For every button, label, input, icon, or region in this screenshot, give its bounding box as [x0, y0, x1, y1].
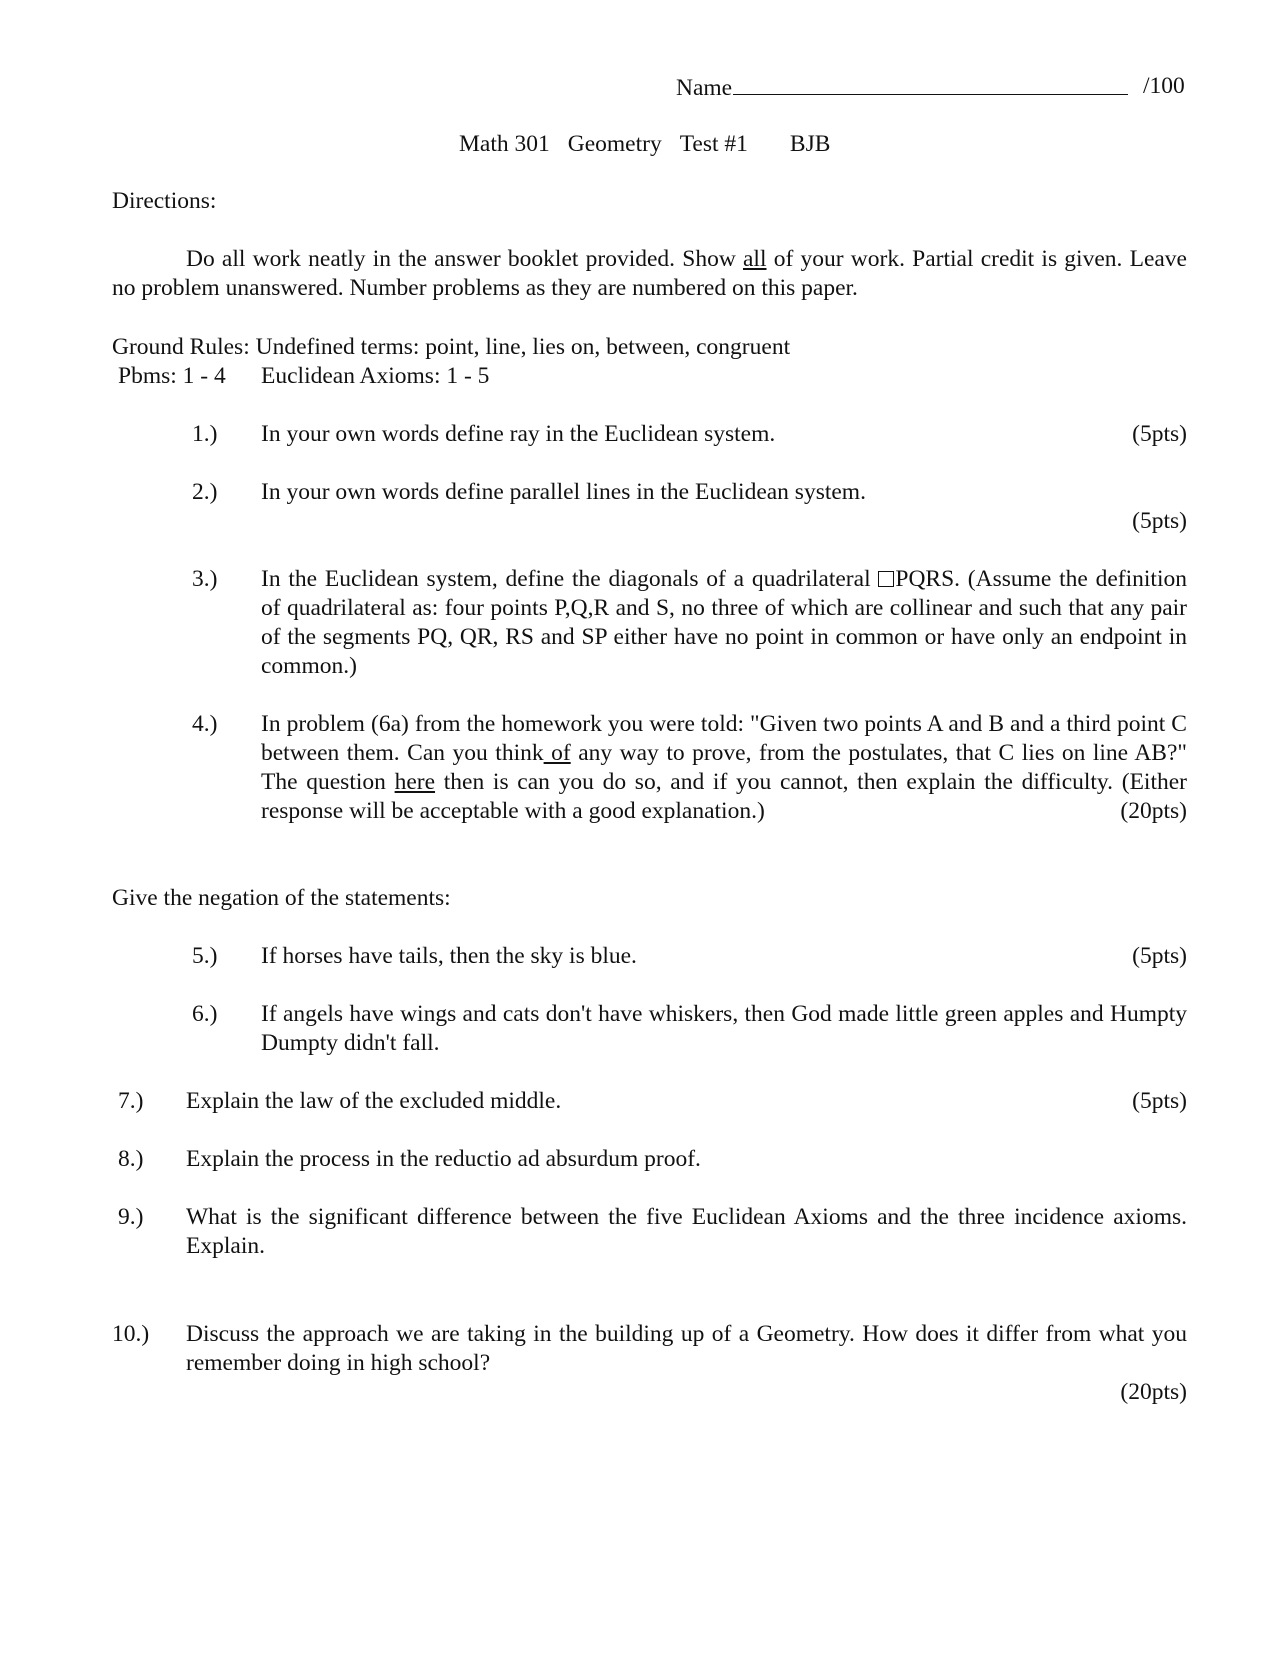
- negation-heading: Give the negation of the statements:: [112, 885, 451, 911]
- problem-3-text: [261, 565, 1187, 681]
- problem-8-text: Explain the process in the reductio ad absurdum proof.: [186, 1146, 701, 1172]
- problem-6-text: If angels have wings and cats don't have whiskers, then God made little green apples and Humpty Dumpty didn't fall.: [261, 1001, 1187, 1056]
- problem-2-points: (5pts): [1132, 508, 1187, 534]
- pbms-label: Pbms: 1 - 4: [118, 363, 226, 389]
- problem-4-number: 4.): [192, 711, 218, 737]
- problem-7-number: 7.): [118, 1088, 144, 1114]
- problem-2-number: 2.): [192, 479, 218, 505]
- problem-4-text-c: then is can you do so, and if you cannot, then explain the difficulty. (Either response will be acceptable with a good explanation.): [261, 769, 1187, 824]
- test-number: Test #1: [679, 131, 748, 157]
- instructor-initials: BJB: [789, 131, 831, 157]
- problem-4-underlined-here: here: [394, 769, 436, 795]
- problem-2-text: In your own words define parallel lines in the Euclidean system.: [261, 479, 866, 505]
- name-field: [676, 72, 1128, 103]
- test-title: [459, 130, 848, 159]
- problem-7-text: Explain the law of the excluded middle.: [186, 1088, 562, 1114]
- score-total: /100: [1143, 73, 1185, 99]
- problem-3-number: 3.): [192, 566, 218, 592]
- ground-rules-line: Ground Rules: Undefined terms: point, line, lies on, between, congruent: [112, 334, 791, 360]
- problem-1-text: In your own words define ray in the Euclidean system.: [261, 421, 776, 447]
- problem-9-text: What is the significant difference between the five Euclidean Axioms and the three incidence axioms. Explain.: [186, 1204, 1187, 1259]
- problem-10-points: (20pts): [1120, 1379, 1187, 1405]
- name-label: Name: [676, 75, 733, 101]
- course-code: Math 301: [459, 131, 550, 157]
- problem-4-underlined-of: of: [543, 740, 571, 766]
- directions-heading: Directions:: [112, 188, 217, 214]
- problem-5-text: If horses have tails, then the sky is blue.: [261, 943, 637, 969]
- problem-1-points: (5pts): [1132, 421, 1187, 447]
- problem-7-points: (5pts): [1132, 1088, 1187, 1114]
- problem-6-number: 6.): [192, 1001, 218, 1027]
- problem-5-number: 5.): [192, 943, 218, 969]
- directions-text-a: Do all work neatly in the answer booklet provided. Show: [186, 246, 743, 272]
- directions-paragraph: [112, 245, 1187, 303]
- problem-10-number: 10.): [112, 1321, 150, 1347]
- problem-3-text-b: PQRS. (Assume the definition of quadrilateral as: four points P,Q,R and S, no three of which are collinear and such that any pair of the segments PQ, QR, RS and SP either have no point in common or have only an endpoint in common.): [261, 566, 1187, 679]
- problem-1-number: 1.): [192, 421, 218, 447]
- quadrilateral-box-icon: [878, 571, 894, 587]
- problem-3-text-a: In the Euclidean system, define the diagonals of a quadrilateral: [261, 566, 879, 592]
- problem-5-points: (5pts): [1132, 943, 1187, 969]
- subject: Geometry: [567, 131, 662, 157]
- directions-text-b: of your work. Partial credit is given. Leave no problem unanswered. Number problems as they are numbered on this paper.: [112, 246, 1187, 301]
- directions-emphasis-all: all: [743, 246, 767, 272]
- problem-8-number: 8.): [118, 1146, 144, 1172]
- problem-9-number: 9.): [118, 1204, 144, 1230]
- problem-4-text-b: any way to prove, from the postulates, that C lies on line AB?" The question: [261, 740, 1187, 795]
- name-blank-line[interactable]: [733, 72, 1128, 95]
- euclidean-axioms-label: Euclidean Axioms: 1 - 5: [261, 363, 490, 389]
- problem-4-text-a: In problem (6a) from the homework you were told: "Given two points A and B and a third point C between them. Can you think: [261, 711, 1187, 766]
- problem-4-points: (20pts): [1108, 797, 1187, 826]
- problem-10-text: Discuss the approach we are taking in the building up of a Geometry. How does it differ from what you remember doing in high school?: [186, 1321, 1187, 1376]
- problem-4-text: [261, 710, 1187, 826]
